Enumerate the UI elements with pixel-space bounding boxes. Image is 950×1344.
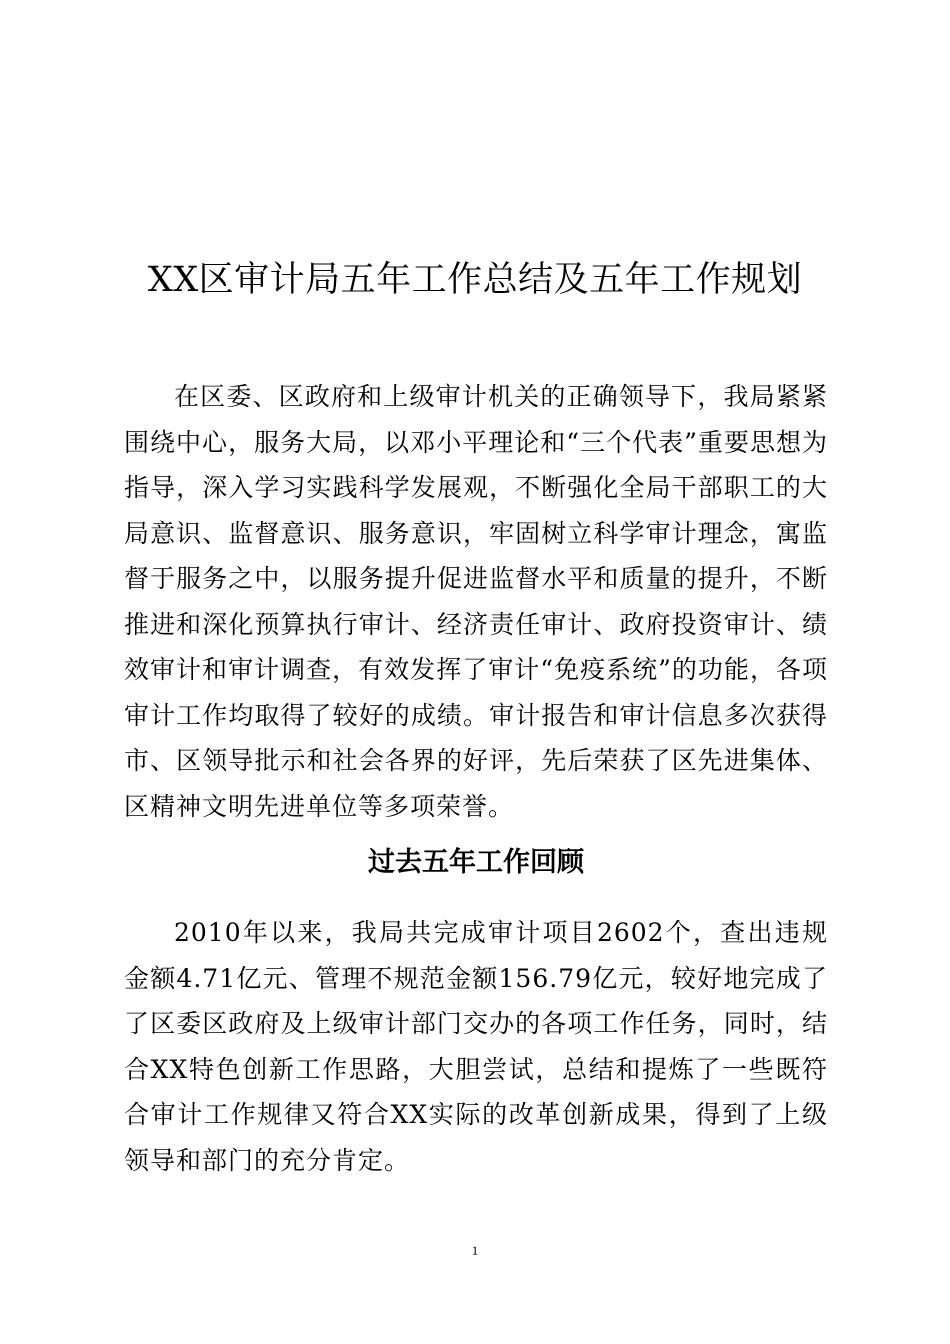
section-heading: 过去五年工作回顾 [368,847,584,878]
review-paragraph: 2010年以来，我局共完成审计项目2602个，查出违规金额4.71亿元、管理不规范金额156.79亿元，较好地完成了了区委区政府及上级审计部门交办的各项工作任务，同时，结合XX特色创新工作思路，大胆尝试，总结和提炼了一些既符合审计工作规律又符合XX实际的改革创新成果，得到了上级领导和部门的充分肯定。 [124,918,828,1175]
intro-paragraph: 在区委、区政府和上级审计机关的正确领导下，我局紧紧围绕中心，服务大局，以邓小平理论和“三个代表”重要思想为指导，深入学习实践科学发展观，不断强化全局干部职工的大局意识、监督意识、服务意识，牢固树立科学审计理念，寓监督于服务之中，以服务提升促进监督水平和质量的提升，不断推进和深化预算执行审计、经济责任审计、政府投资审计、绩效审计和审计调查，有效发挥了审计“免疫系统”的功能，各项审计工作均取得了较好的成绩。审计报告和审计信息多次获得市、区领导批示和社会各界的好评，先后荣获了区先进集体、区精神文明先进单位等多项荣誉。 [124,382,828,821]
page-number: 1 [471,1243,479,1258]
document-title: XX区审计局五年工作总结及五年工作规划 [147,260,803,300]
